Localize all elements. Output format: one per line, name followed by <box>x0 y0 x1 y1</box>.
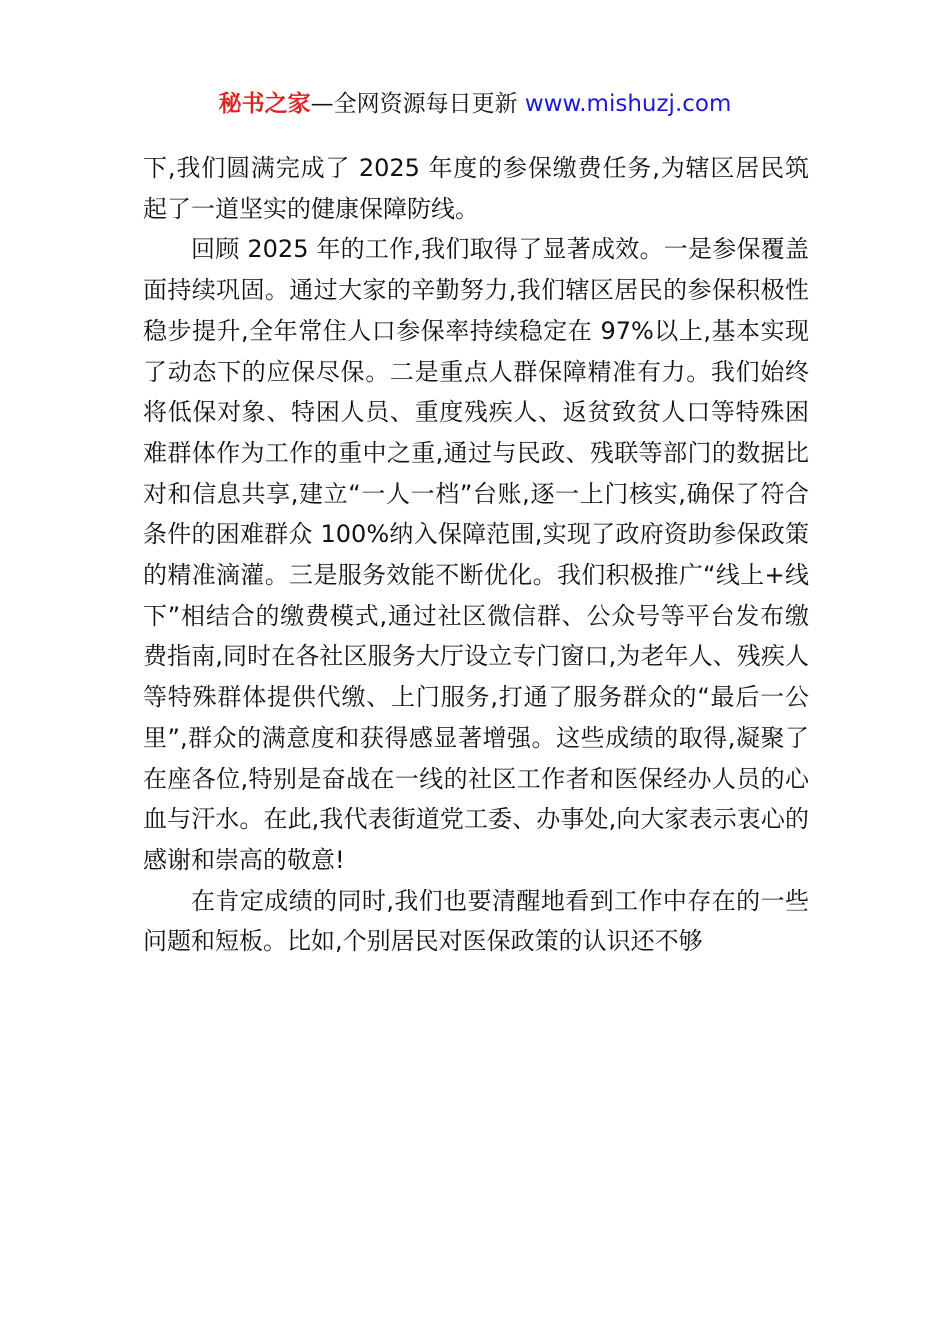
paragraph-achievements: 回顾 2025 年的工作,我们取得了显著成效。一是参保覆盖面持续巩固。通过大家的辛勤努力,我们辖区居民的参保积极性稳步提升,全年常住人口参保率持续稳定在 97%以上,基本实现了动态下的应保尽保。二是重点人群保障精准有力。我们始终将低保对象、特困人员、重度残疾人、返贫致贫人口等特殊困难群体作为工作的重中之重,通过与民政、残联等部门的数据比对和信息共享,建立“一人一档”台账,逐一上门核实,确保了符合条件的困难群众 100%纳入保障范围,实现了政府资助参保政策的精准滴灌。三是服务效能不断优化。我们积极推广“线上+线下”相结合的缴费模式,通过社区微信群、公众号等平台发布缴费指南,同时在各社区服务大厅设立专门窗口,为老年人、残疾人等特殊群体提供代缴、上门服务,打通了服务群众的“最后一公里”,群众的满意度和获得感显著增强。这些成绩的取得,凝聚了在座各位,特别是奋战在一线的社区工作者和医保经办人员的心血与汗水。在此,我代表街道党工委、办事处,向大家表示衷心的感谢和崇高的敬意! <box>143 235 809 874</box>
site-tagline: —全网资源每日更新 <box>310 91 525 117</box>
site-url-link[interactable]: www.mishuzj.com <box>524 91 732 117</box>
paragraph-problems: 在肯定成绩的同时,我们也要清醒地看到工作中存在的一些问题和短板。比如,个别居民对医保政策的认识还不够 <box>143 886 809 956</box>
paragraph-continuation: 下,我们圆满完成了 2025 年度的参保缴费任务,为辖区居民筑起了一道坚实的健康保障防线。 <box>143 154 809 223</box>
page-header <box>0 86 950 122</box>
site-brand: 秘书之家 <box>218 91 311 117</box>
document-body <box>143 148 809 962</box>
